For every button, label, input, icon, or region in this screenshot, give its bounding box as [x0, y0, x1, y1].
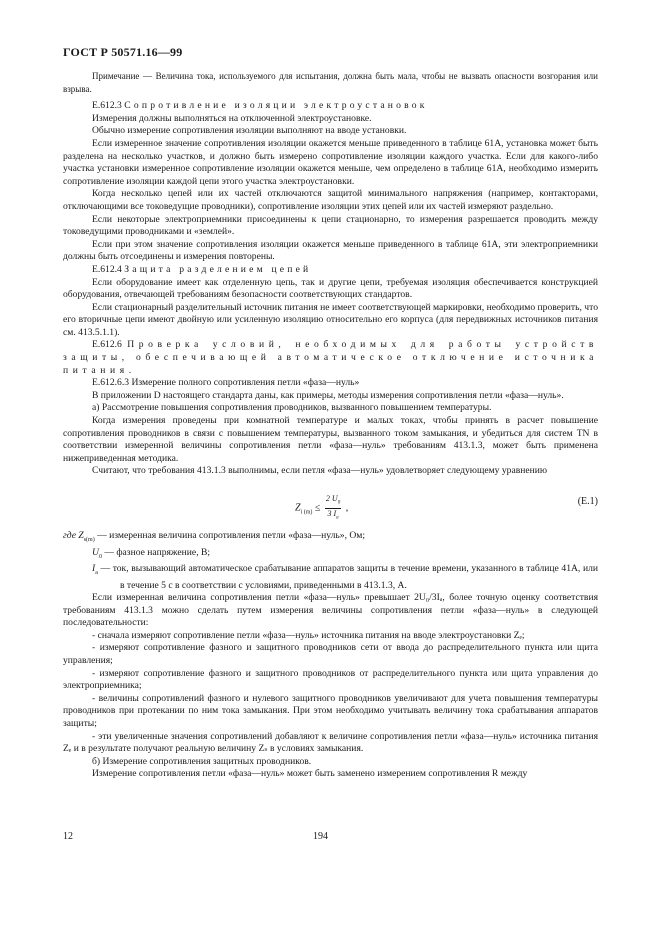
section-title: Проверка условий, необходимых для работы устройств защиты, обеспечивающей автоматическое отключение источника питания.	[63, 339, 598, 376]
section-title: Защита разделением цепей	[124, 263, 312, 275]
bullet-item: - измеряют сопротивление фазного и защитного проводников сети от ввода до распределительного пункта или щита управления;	[63, 642, 598, 667]
formula-number: (Е.1)	[577, 496, 598, 507]
section-number: Е.612.3	[92, 100, 122, 112]
document-body	[63, 70, 598, 781]
page-number-left: 12	[63, 831, 73, 842]
definition-ia: $I_a$ — ток, вызывающий автоматическое срабатывание аппаратов защиты в течение времени, указанного в таблице 41А, или в течение 5 с в соответствии с условиями, приведенными в 413.1.3, А.	[92, 563, 598, 591]
fraction: $\frac{2 U_0}{3 I_a}$	[325, 494, 341, 521]
paragraph: Если стационарный разделительный источник питания не имеет соответствующей маркировки, необходимо проверить, что его вторичные цепи имеют двойную или усиленную изоляцию относительно его корпуса (для передвижных источников питания см. 413.5.1.1).	[63, 301, 598, 338]
bullet-item: - сначала измеряют сопротивление петли «фаза—нуль» источника питания на вводе электроустановки Zₑ;	[92, 629, 525, 641]
section-number: Е.612.6	[92, 339, 122, 351]
list-item-a: а) Рассмотрение повышения сопротивления проводников, вызванного повышением температуры.	[92, 402, 492, 414]
paragraph: Если некоторые электроприемники присоединены к цепи стационарно, то измерения разрешается проводить между токоведущими проводниками и «землей».	[63, 213, 598, 238]
bullet-item: - величины сопротивлений фазного и нулевого защитного проводников увеличивают для учета повышения температуры проводников при протекании по ним тока замыкания. При этом необходимо учитывать величину тока срабатывания аппаратов защиты;	[63, 692, 598, 730]
paragraph: Если измеренное значение сопротивления изоляции окажется меньше приведенного в таблице 61А, установка может быть разделена на несколько участков, и должно быть измерено сопротивление изоляции каждого участка. Если для какого-либо участка установки измеренное сопротивление изоляции окажется меньше, чем определено в таблице 61А, необходимо измерить сопротивление изоляции каждой цепи этого участка электроустановки.	[63, 137, 598, 187]
section-heading-e6126	[63, 339, 598, 377]
note-paragraph: Примечание — Величина тока, используемого для испытания, должна быть мала, чтобы не вызвать опасности возгорания или взрыва.	[63, 71, 598, 94]
paragraph: Когда измерения проведены при комнатной температуре и малых токах, чтобы принять в расчет повышение сопротивления проводников в связи с повышением температуры, вызванного током замыкания, и убедиться для систем TN в соответствии измеренной величины сопротивления петли «фаза—нуль» требованиям 413.1.3, может быть применена нижеприведенная методика.	[63, 415, 598, 464]
definitions	[63, 530, 598, 592]
bullet-item: - измеряют сопротивление фазного и защитного проводников от распределительного пункта или щита управления до электроприемника;	[63, 667, 598, 692]
paragraph: Когда несколько цепей или их частей отключаются защитой минимального напряжения (например, контакторами, отключающими все токоведущие проводники), сопротивление изоляции этих цепей или их частей измеряют раздельно.	[63, 188, 598, 212]
definition-u0: $U_0$ — фазное напряжение, В;	[92, 546, 211, 560]
paragraph: Если оборудование имеет как отделенную цепь, так и другие цепи, требуемая изоляция обеспечивается конструкцией оборудования, отвечающей требованиям безопасности соответствующих стандартов.	[63, 276, 598, 301]
section-number: Е.612.4	[92, 263, 122, 275]
paragraph: В приложении D настоящего стандарта даны, как примеры, методы измерения сопротивления петли «фаза—нуль».	[92, 389, 564, 401]
paragraph: Измерение сопротивления петли «фаза—нуль» может быть заменено измерением сопротивления R между	[92, 768, 528, 780]
formula-e1	[63, 484, 598, 524]
bullet-item: - эти увеличенные значения сопротивлений добавляют к величине сопротивления петли «фаза—нуль» источника питания Zₑ и в результате получают реальную величину Zₛ в условиях замыкания.	[63, 730, 598, 755]
formula-expression: $Z_{i (m)}$ ≤ $\frac{2 U_0}{3 I_a}$ ,	[295, 494, 349, 521]
page-number-center: 194	[313, 831, 328, 842]
definition-zs: где $Z_{s(m)}$ — измеренная величина сопротивления петли «фаза—нуль», Ом;	[63, 530, 366, 543]
paragraph: Если измеренная величина сопротивления петли «фаза—нуль» превышает 2U₀/3Iₐ, более точную оценку соответствия требованиям 413.1.3 можно сделать путем измерения величины сопротивления петли «фаза—нуль» в следующей последовательности:	[63, 592, 598, 629]
paragraph: Измерения должны выполняться на отключенной электроустановке.	[92, 112, 372, 124]
paragraph: Считают, что требования 413.1.3 выполнимы, если петля «фаза—нуль» удовлетворяет следующему уравнению	[92, 465, 548, 477]
list-item-b: б) Измерение сопротивления защитных проводников.	[92, 755, 312, 767]
section-heading-e6124	[63, 264, 598, 277]
paragraph: Обычно измерение сопротивления изоляции выполняют на вводе установки.	[92, 125, 407, 137]
subsection-heading-e61263: Е.612.6.3 Измерение полного сопротивления петли «фаза—нуль»	[92, 377, 360, 389]
paragraph: Если при этом значение сопротивления изоляции окажется меньше приведенного в таблице 61А, эти электроприемники должны быть отсоединены и измерения повторены.	[63, 238, 598, 263]
section-title: Сопротивление изоляции электроустановок	[124, 100, 428, 112]
section-heading-e6123	[63, 100, 598, 113]
document-header: ГОСТ Р 50571.16—99	[63, 45, 183, 59]
